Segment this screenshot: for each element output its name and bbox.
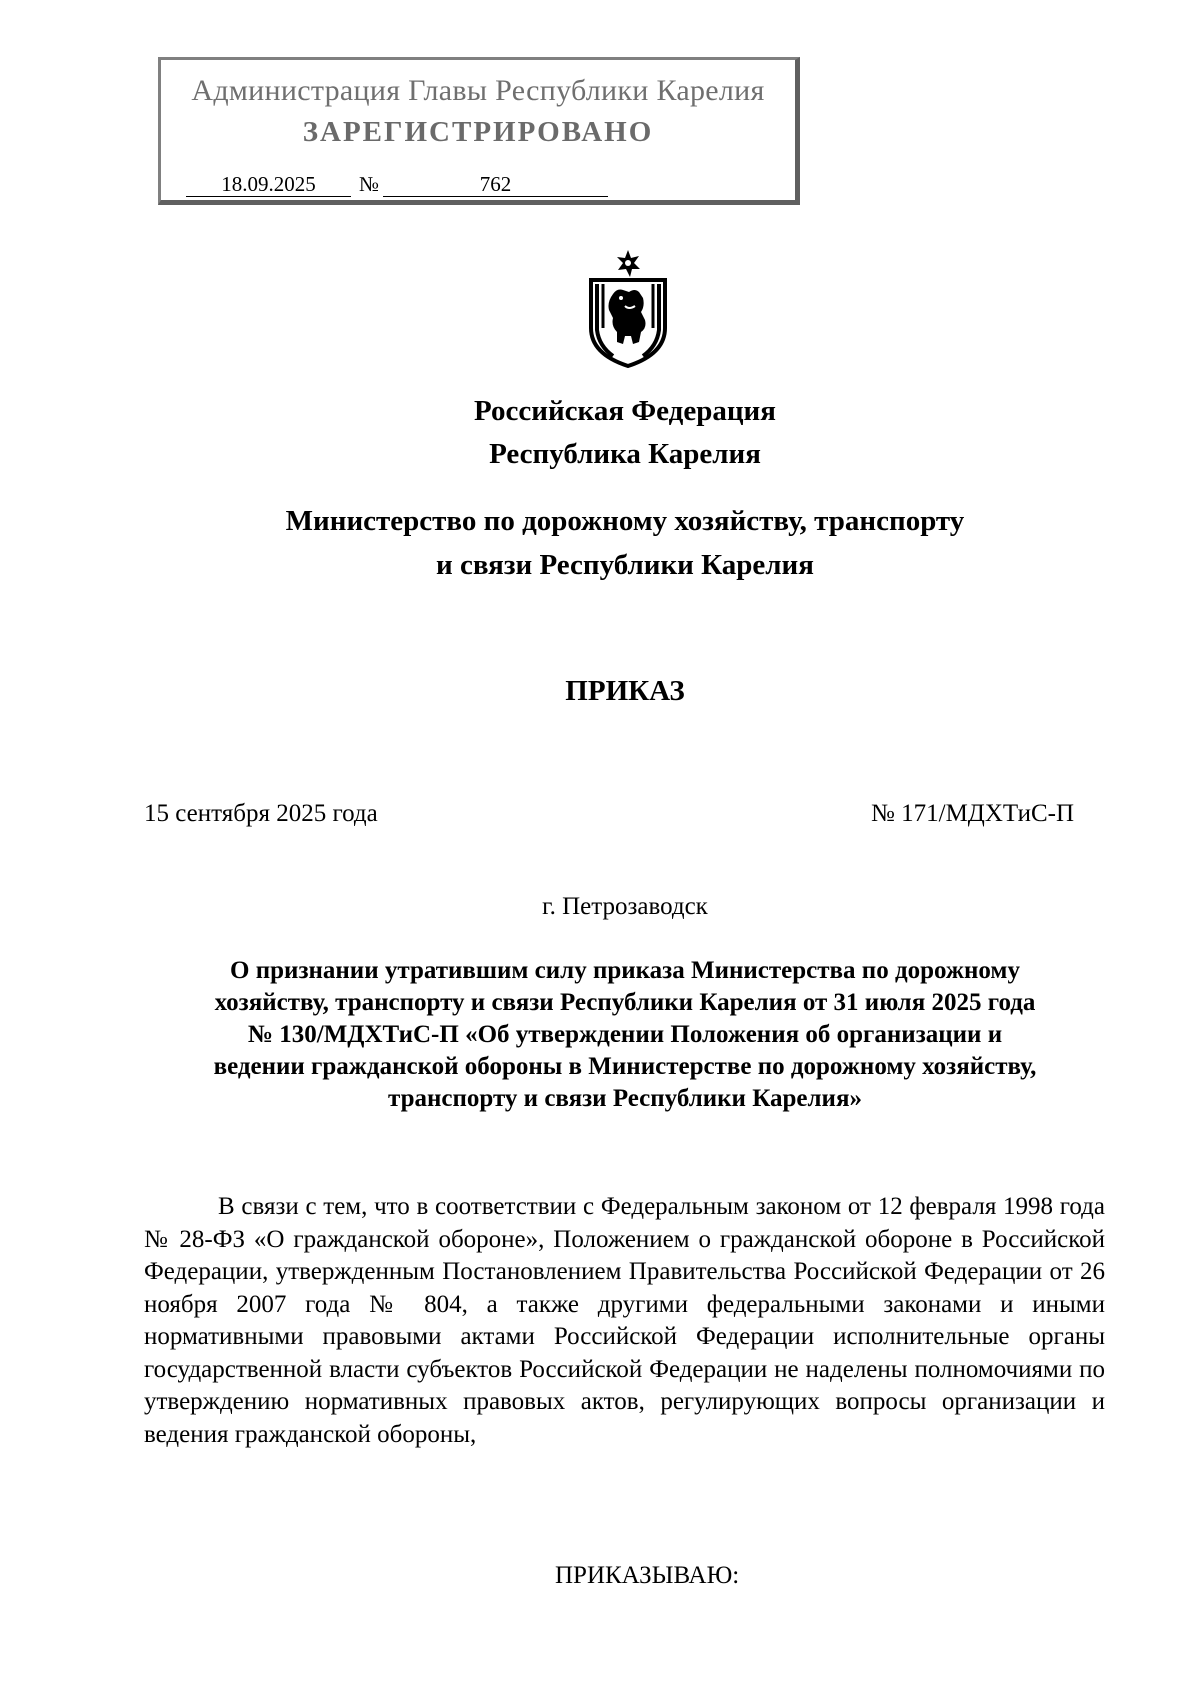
order-city: г. Петрозаводск — [542, 893, 708, 920]
order-directive: ПРИКАЗЫВАЮ: — [555, 1562, 740, 1589]
order-number: № 171/МДХТиС-П — [871, 800, 1074, 827]
stamp-date: 18.09.2025 — [186, 172, 351, 197]
country-title: Российская Федерация — [474, 395, 776, 427]
subject-line: ведении гражданской обороны в Министерстве по дорожному хозяйству, — [213, 1053, 1037, 1080]
subject-line: О признании утратившим силу приказа Министерства по дорожному — [230, 957, 1020, 984]
order-subject — [140, 955, 1110, 1115]
ministry-title-line2: и связи Республики Карелия — [436, 549, 814, 581]
bear-icon — [609, 290, 646, 345]
subject-line: хозяйству, транспорту и связи Республики Карелия от 31 июля 2025 года — [214, 989, 1036, 1016]
republic-title: Республика Карелия — [489, 438, 761, 470]
star-icon — [617, 250, 640, 277]
stamp-number-label: № — [359, 172, 380, 196]
stamp-status: ЗАРЕГИСТРИРОВАНО — [302, 116, 654, 148]
subject-line: № 130/МДХТиС-П «Об утверждении Положения об организации и — [247, 1021, 1003, 1048]
coat-of-arms-icon — [583, 250, 673, 368]
preamble-paragraph: В связи с тем, что в соответствии с Федеральным законом от 12 февраля 1998 года № 28-ФЗ «О гражданской обороне», Положением о гражданской обороне в Российской Федерации, утвержденным Постановлением Правительства Российской Федерации от 26 ноября 2007 года № 804, а также другими федеральными законами и иными нормативными правовыми актами Российской Федерации исполнительные органы государственной власти субъектов Российской Федерации не наделены полномочиями по утверждению нормативных правовых актов, регулирующих вопросы организации и ведения гражданской обороны, — [144, 1193, 1105, 1448]
ministry-title-line1: Министерство по дорожному хозяйству, транспорту — [285, 505, 965, 537]
stamp-authority: Администрация Главы Республики Карелия — [191, 74, 765, 107]
document-type: ПРИКАЗ — [565, 675, 685, 707]
order-date: 15 сентября 2025 года — [144, 800, 378, 827]
registration-stamp — [158, 57, 800, 205]
subject-line: транспорту и связи Республики Карелия» — [388, 1085, 862, 1112]
stamp-number: 762 — [383, 172, 608, 197]
